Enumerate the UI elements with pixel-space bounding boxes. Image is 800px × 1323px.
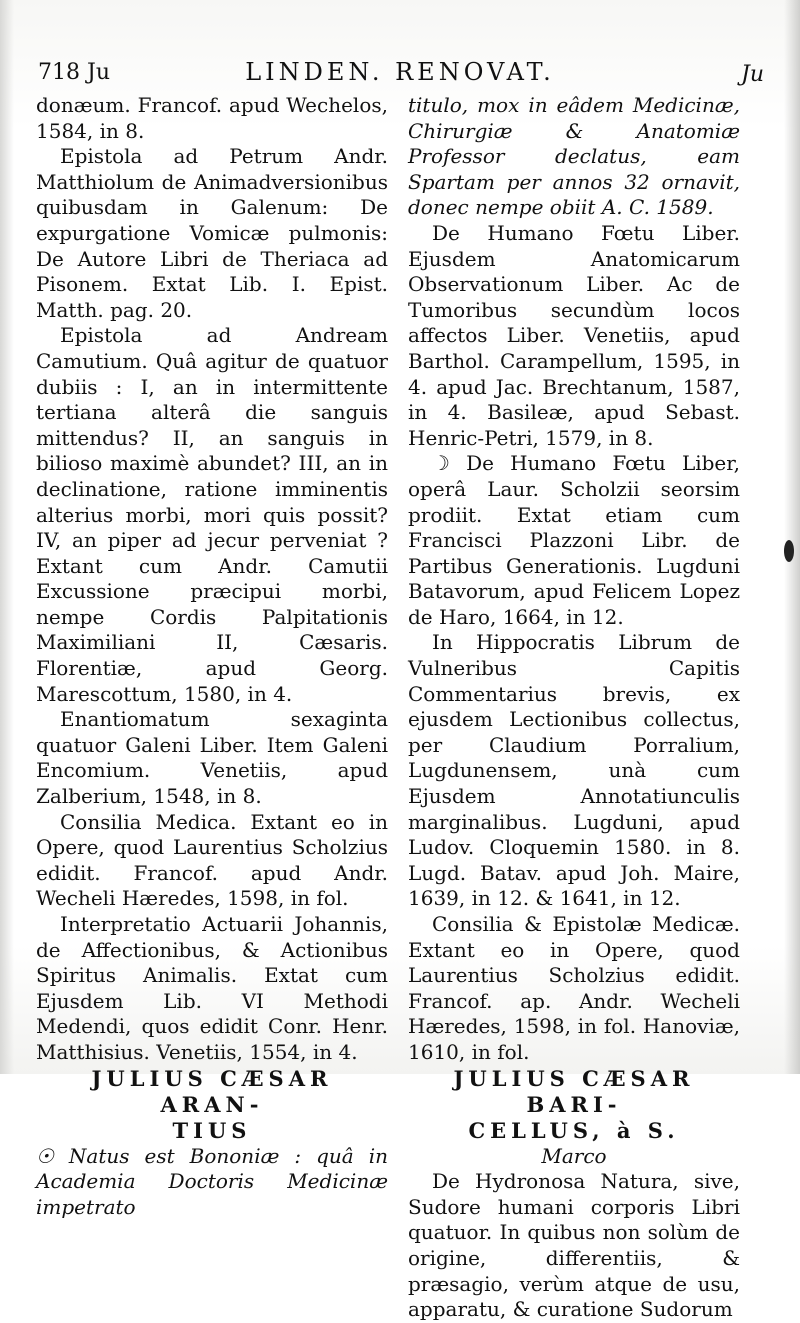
left-bibliographic-entry: Interpretatio Actuarii Johannis, de Affectionibus, & Actionibus Spiritus Animalis. Extat cum Ejusdem Lib. VI Methodi Medendi, quos edidit Conr. Henr. Matthisius. Venetiis, 1554, in 4. xyxy=(36,912,388,1064)
left-bibliographic-entry: Consilia Medica. Extant eo in Opere, quod Laurentius Scholzius edidit. Francof. apud Andr. Wecheli Hæredes, 1598, in fol. xyxy=(36,809,388,911)
page-edge-shadow-right xyxy=(784,0,800,1074)
right-author-heading: JULIUS CÆSAR BARI- xyxy=(453,1065,695,1117)
right-bibliographic-entry: Consilia & Epistolæ Medicæ. Extant eo in Opere, quod Laurentius Scholzius edidit. Francof. ap. Andr. Wecheli Hæredes, 1598, in fol. Hanoviæ, 1610, in fol. xyxy=(408,912,740,1064)
left-bibliographic-entry: Epistola ad Petrum Andr. Matthiolum de Animadversionibus quibusdam in Galenum: De expurgatione Vomicæ pulmonis: De Autore Libri de Theriaca ad Pisonem. Extat Lib. I. Epist. Matth. pag. 20. xyxy=(36,144,388,322)
page-edge-shadow-left xyxy=(0,0,14,1074)
right-author-heading-continued: CELLUS, à S. xyxy=(468,1117,680,1143)
ink-blot xyxy=(784,540,794,562)
page-number: 718 Ju xyxy=(38,60,110,85)
left-author-heading: JULIUS CÆSAR ARAN- xyxy=(91,1065,333,1117)
left-author-heading-continued: TIUS xyxy=(172,1117,252,1143)
right-column xyxy=(408,93,740,1323)
right-author-heading-suffix: Marco xyxy=(541,1143,607,1168)
left-biography-note: ☉ Natus est Bononiæ : quâ in Academia Doctoris Medicinæ impetrato xyxy=(36,1143,388,1219)
right-bibliographic-entry: De Hydronosa Natura, sive, Sudore humani corporis Libri quatuor. In quibus non solùm de origine, differentiis, & præsagio, verùm atque de usu, apparatu, & curatione Sudorum xyxy=(408,1169,740,1322)
right-bibliographic-entry: ☽ De Humano Fœtu Liber, operâ Laur. Scholzii seorsim prodiit. Extat etiam cum Francisci Plazzoni Libr. de Partibus Generationis. Lugduni Batavorum, apud Felicem Lopez de Haro, 1664, in 12. xyxy=(408,451,740,629)
left-bibliographic-entry: Epistola ad Andream Camutium. Quâ agitur de quatuor dubiis : I, an in intermittente tertiana alterâ die sanguis mittendus? II, an sanguis in bilioso maximè abundet? III, an in declinatione, ratione imminentis alterius morbi, mori quis possit? IV, an piper ad jecur perveniat ? Extant cum Andr. Camutii Excussione præcipui morbi, nempe Cordis Palpitationis Maximiliani II, Cæsaris. Florentiæ, apud Georg. Marescottum, 1580, in 4. xyxy=(36,323,388,706)
running-header xyxy=(30,58,770,94)
left-column xyxy=(36,93,388,1220)
right-bibliographic-entry: De Humano Fœtu Liber. Ejusdem Anatomicarum Observationum Liber. Ac de Tumoribus secundùm locos affectos Liber. Venetiis, apud Barthol. Carampellum, 1595, in 4. apud Jac. Brechtanum, 1587, in 4. Basileæ, apud Sebast. Henric-Petri, 1579, in 8. xyxy=(408,220,740,450)
left-bibliographic-entry: Enantiomatum sexaginta quatuor Galeni Liber. Item Galeni Encomium. Venetiis, apud Zalberium, 1548, in 8. xyxy=(36,707,388,809)
right-bibliographic-entry: In Hippocratis Librum de Vulneribus Capitis Commentarius brevis, ex ejusdem Lectionibus collectus, per Claudium Porralium, Lugdunensem, unà cum Ejusdem Annotatiunculis marginalibus. Lugduni, apud Ludov. Cloquemin 1580. in 8. Lugd. Batav. apud Joh. Maire, 1639, in 12. & 1641, in 12. xyxy=(408,630,740,911)
right-biography-note: titulo, mox in eâdem Medicinæ, Chirurgiæ & Anatomiæ Professor declatus, eam Spartam per annos 32 ornavit, donec nempe obiit A. C. 1589. xyxy=(408,93,740,220)
running-title: LINDEN. RENOVAT. xyxy=(245,58,555,86)
left-bibliographic-entry: donæum. Francof. apud Wechelos, 1584, in 8. xyxy=(36,93,388,143)
catchword-header-right: Ju xyxy=(741,62,764,87)
